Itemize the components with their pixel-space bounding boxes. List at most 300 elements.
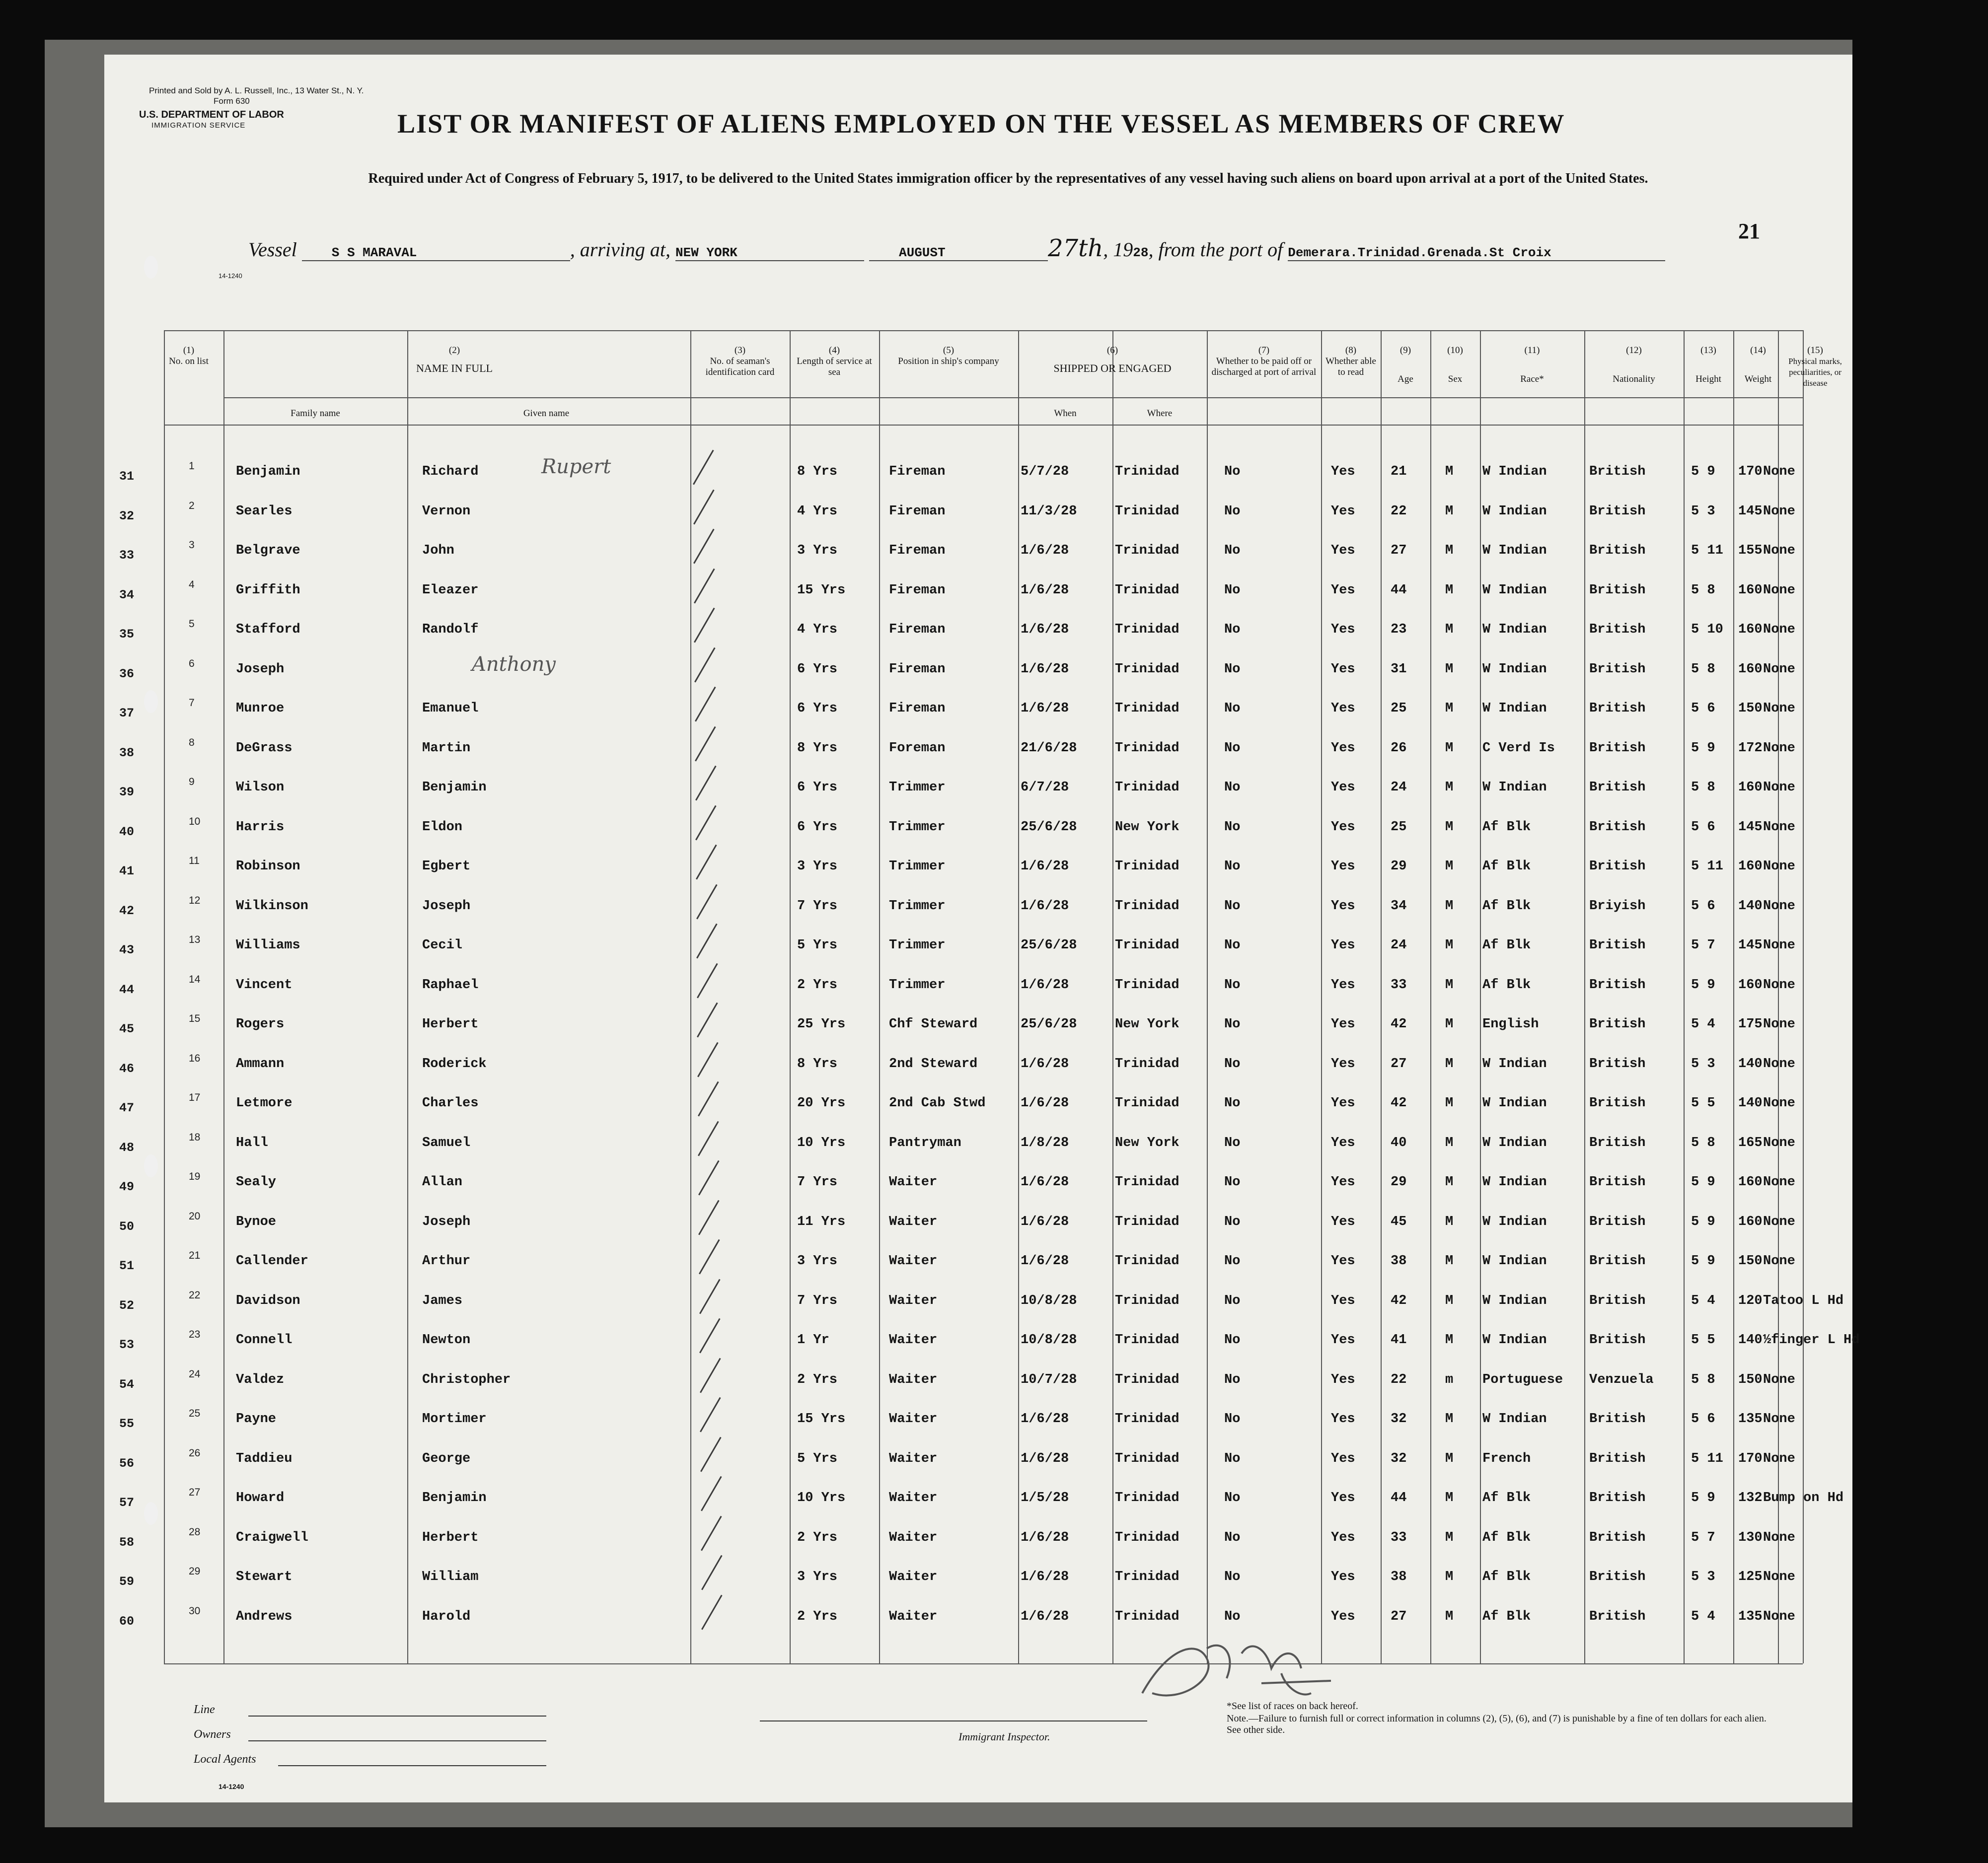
sex-cell: M <box>1445 741 1454 756</box>
form-number: Form 630 <box>214 96 250 106</box>
department: U.S. DEPARTMENT OF LABOR <box>139 109 284 120</box>
able-to-read-cell: Yes <box>1331 543 1355 558</box>
col-2-number: (2) <box>448 345 460 356</box>
from-port: Demerara.Trinidad.Grenada.St Croix <box>1288 245 1665 261</box>
col-8-label: Whether able to read <box>1325 356 1376 377</box>
race-cell: Af Blk <box>1482 938 1531 953</box>
col-12-label: Nationality <box>1613 374 1655 384</box>
service-length-cell: 7 Yrs <box>797 899 838 914</box>
height-cell: 5 9 <box>1691 1175 1715 1190</box>
shipped-where-cell: Trinidad <box>1115 780 1179 795</box>
nationality-cell: British <box>1589 1136 1646 1150</box>
id-card-checkmark <box>693 529 715 564</box>
id-card-checkmark <box>694 647 716 683</box>
physical-marks-cell: None <box>1763 899 1795 914</box>
sex-cell: M <box>1445 780 1454 795</box>
given-name-cell: Benjamin <box>422 1491 487 1505</box>
physical-marks-cell: None <box>1763 543 1795 558</box>
binder-hole <box>144 256 158 279</box>
sex-cell: M <box>1445 1215 1454 1229</box>
paid-off-cell: No <box>1224 1136 1241 1150</box>
age-cell: 42 <box>1391 1293 1407 1308</box>
weight-cell: 160 <box>1738 978 1763 993</box>
penalty-note: Note.—Failure to furnish full or correct information in columns (2), (5), (6), and (7) is punishable by a fine of ten dollars for each alien. See other side. <box>1227 1713 1767 1735</box>
shipped-where-cell: Trinidad <box>1115 1175 1179 1190</box>
sex-cell: M <box>1445 1136 1454 1150</box>
shipped-when-cell: 1/6/28 <box>1021 859 1069 874</box>
race-cell: Portuguese <box>1482 1372 1563 1387</box>
nationality-cell: British <box>1589 504 1646 519</box>
shipped-when-cell: 11/3/28 <box>1021 504 1077 519</box>
position-cell: Fireman <box>889 662 946 677</box>
shipped-when-cell: 1/6/28 <box>1021 1057 1069 1072</box>
age-cell: 21 <box>1391 464 1407 479</box>
paid-off-cell: No <box>1224 1333 1241 1348</box>
col-1-header <box>164 345 214 367</box>
list-number: 3 <box>189 539 195 551</box>
list-number: 6 <box>189 658 195 669</box>
service-length-cell: 2 Yrs <box>797 1372 838 1387</box>
height-cell: 5 8 <box>1691 1372 1715 1387</box>
physical-marks-cell: None <box>1763 1096 1795 1111</box>
col-15-header <box>1778 345 1852 389</box>
col-4-header <box>790 345 879 378</box>
position-cell: Waiter <box>889 1530 938 1545</box>
line-number: 48 <box>119 1141 135 1155</box>
column-line <box>1480 330 1481 1663</box>
list-number: 27 <box>189 1487 201 1498</box>
height-cell: 5 8 <box>1691 662 1715 677</box>
given-name-cell: Samuel <box>422 1136 471 1150</box>
age-cell: 22 <box>1391 1372 1407 1387</box>
service-length-cell: 20 Yrs <box>797 1096 846 1111</box>
height-cell: 5 11 <box>1691 859 1723 874</box>
nationality-cell: British <box>1589 1530 1646 1545</box>
list-number: 17 <box>189 1092 201 1103</box>
id-card-checkmark <box>700 1437 722 1472</box>
age-cell: 42 <box>1391 1017 1407 1032</box>
page-number: 21 <box>1738 219 1760 243</box>
physical-marks-cell: Bump on Hd <box>1763 1491 1844 1505</box>
line-number: 57 <box>119 1496 135 1510</box>
weight-cell: 120 <box>1738 1293 1763 1308</box>
col-4-number: (4) <box>828 345 840 356</box>
service-length-cell: 2 Yrs <box>797 1609 838 1624</box>
shipped-when-cell: 1/5/28 <box>1021 1491 1069 1505</box>
able-to-read-cell: Yes <box>1331 622 1355 637</box>
able-to-read-cell: Yes <box>1331 1175 1355 1190</box>
given-name-cell: Mortimer <box>422 1412 487 1427</box>
family-name-cell: Craigwell <box>236 1530 308 1545</box>
list-number: 1 <box>189 460 195 472</box>
paid-off-cell: No <box>1224 504 1241 519</box>
col-2-header <box>223 345 685 374</box>
given-name-cell: Martin <box>422 741 471 756</box>
race-cell: W Indian <box>1482 662 1547 677</box>
service-length-cell: 11 Yrs <box>797 1215 846 1229</box>
weight-cell: 132 <box>1738 1491 1763 1505</box>
able-to-read-cell: Yes <box>1331 583 1355 598</box>
physical-marks-cell: None <box>1763 859 1795 874</box>
sex-cell: M <box>1445 543 1454 558</box>
age-cell: 22 <box>1391 504 1407 519</box>
shipped-when-cell: 10/8/28 <box>1021 1293 1077 1308</box>
sex-cell: M <box>1445 1570 1454 1584</box>
line-number: 55 <box>119 1417 135 1431</box>
able-to-read-cell: Yes <box>1331 1570 1355 1584</box>
shipped-where-cell: Trinidad <box>1115 978 1179 993</box>
line-number: 59 <box>119 1575 135 1589</box>
family-name-cell: Taddieu <box>236 1451 293 1466</box>
race-cell: W Indian <box>1482 1254 1547 1269</box>
service-length-cell: 3 Yrs <box>797 543 838 558</box>
inspector-label: Immigrant Inspector. <box>958 1730 1050 1743</box>
sex-cell: M <box>1445 1451 1454 1466</box>
column-line <box>223 330 224 1663</box>
shipped-when-cell: 1/6/28 <box>1021 701 1069 716</box>
shipped-where-cell: Trinidad <box>1115 1609 1179 1624</box>
line-number: 58 <box>119 1535 135 1550</box>
physical-marks-cell: None <box>1763 978 1795 993</box>
col-6-header <box>1018 345 1207 374</box>
id-card-checkmark <box>694 608 715 643</box>
race-cell: W Indian <box>1482 1215 1547 1229</box>
physical-marks-cell: None <box>1763 1609 1795 1624</box>
col-10-header <box>1430 345 1480 385</box>
physical-marks-cell: None <box>1763 1254 1795 1269</box>
age-cell: 32 <box>1391 1451 1407 1466</box>
col-13-header <box>1684 345 1733 385</box>
paid-off-cell: No <box>1224 820 1241 835</box>
col-2-label: NAME IN FULL <box>416 362 493 374</box>
race-cell: W Indian <box>1482 1096 1547 1111</box>
footer-form-code: 14-1240 <box>219 1783 244 1791</box>
service-length-cell: 2 Yrs <box>797 978 838 993</box>
position-cell: Trimmer <box>889 938 946 953</box>
from-label: , from the port of <box>1148 238 1283 261</box>
height-cell: 5 11 <box>1691 1451 1723 1466</box>
line-number: 38 <box>119 746 135 760</box>
service-length-cell: 6 Yrs <box>797 662 838 677</box>
sex-cell: M <box>1445 504 1454 519</box>
list-number: 11 <box>189 855 200 866</box>
list-number: 25 <box>189 1408 201 1419</box>
family-name-cell: DeGrass <box>236 741 293 756</box>
service-length-cell: 7 Yrs <box>797 1293 838 1308</box>
shipped-when-cell: 1/6/28 <box>1021 1096 1069 1111</box>
printer-line: Printed and Sold by A. L. Russell, Inc., 13 Water St., N. Y. <box>149 86 364 95</box>
shipped-where-cell: Trinidad <box>1115 701 1179 716</box>
paid-off-cell: No <box>1224 1175 1241 1190</box>
id-card-checkmark <box>698 1160 720 1196</box>
weight-cell: 135 <box>1738 1412 1763 1427</box>
shipped-where-cell: Trinidad <box>1115 1412 1179 1427</box>
shipped-when-cell: 1/6/28 <box>1021 1570 1069 1584</box>
shipped-where-cell: Trinidad <box>1115 1096 1179 1111</box>
agents-underline <box>278 1765 546 1766</box>
sex-cell: M <box>1445 1017 1454 1032</box>
id-card-checkmark <box>693 450 714 485</box>
list-number: 7 <box>189 697 195 709</box>
height-cell: 5 7 <box>1691 938 1715 953</box>
shipped-where-cell: Trinidad <box>1115 1333 1179 1348</box>
nationality-cell: Briyish <box>1589 899 1646 914</box>
col-14-number: (14) <box>1750 345 1766 356</box>
given-name-header: Given name <box>523 408 570 419</box>
shipped-when-cell: 1/6/28 <box>1021 543 1069 558</box>
age-cell: 42 <box>1391 1096 1407 1111</box>
sex-cell: M <box>1445 1491 1454 1505</box>
height-cell: 5 10 <box>1691 622 1723 637</box>
id-card-checkmark <box>697 1042 719 1077</box>
service-length-cell: 8 Yrs <box>797 741 838 756</box>
service-length-cell: 6 Yrs <box>797 780 838 795</box>
sex-cell: M <box>1445 662 1454 677</box>
age-cell: 45 <box>1391 1215 1407 1229</box>
position-cell: Waiter <box>889 1609 938 1624</box>
col-1-number: (1) <box>183 345 195 356</box>
nationality-cell: British <box>1589 1215 1646 1229</box>
height-cell: 5 8 <box>1691 583 1715 598</box>
header-divider <box>223 397 1803 398</box>
nationality-cell: British <box>1589 1057 1646 1072</box>
service-length-cell: 10 Yrs <box>797 1491 846 1505</box>
family-name-cell: Howard <box>236 1491 285 1505</box>
sex-cell: M <box>1445 701 1454 716</box>
sex-cell: M <box>1445 1096 1454 1111</box>
family-name-cell: Joseph <box>236 662 285 677</box>
given-name-cell: John <box>422 543 454 558</box>
vessel-label: Vessel <box>248 238 297 261</box>
sex-cell: M <box>1445 464 1454 479</box>
age-cell: 25 <box>1391 701 1407 716</box>
physical-marks-cell: None <box>1763 938 1795 953</box>
paid-off-cell: No <box>1224 622 1241 637</box>
line-number: 50 <box>119 1219 135 1234</box>
family-name-cell: Vincent <box>236 978 293 993</box>
family-name-cell: Wilson <box>236 780 285 795</box>
column-line <box>1733 330 1734 1663</box>
vessel-line <box>248 234 1665 262</box>
handwritten-given-name: Anthony <box>472 653 556 676</box>
nationality-cell: British <box>1589 1491 1646 1505</box>
id-card-checkmark <box>695 805 717 841</box>
able-to-read-cell: Yes <box>1331 1215 1355 1229</box>
owners-underline <box>248 1740 546 1741</box>
age-cell: 41 <box>1391 1333 1407 1348</box>
sex-cell: M <box>1445 1609 1454 1624</box>
year-prefix: , 19 <box>1103 238 1133 261</box>
line-number: 39 <box>119 785 135 799</box>
weight-cell: 130 <box>1738 1530 1763 1545</box>
column-line <box>690 330 691 1663</box>
nationality-cell: British <box>1589 701 1646 716</box>
list-number: 18 <box>189 1132 201 1143</box>
shipped-when-cell: 1/6/28 <box>1021 1254 1069 1269</box>
weight-cell: 140 <box>1738 899 1763 914</box>
weight-cell: 160 <box>1738 583 1763 598</box>
able-to-read-cell: Yes <box>1331 1609 1355 1624</box>
given-name-cell: Joseph <box>422 899 471 914</box>
family-name-cell: Belgrave <box>236 543 300 558</box>
weight-cell: 160 <box>1738 622 1763 637</box>
weight-cell: 145 <box>1738 938 1763 953</box>
nationality-cell: British <box>1589 1017 1646 1032</box>
age-cell: 26 <box>1391 741 1407 756</box>
position-cell: Trimmer <box>889 820 946 835</box>
weight-cell: 165 <box>1738 1136 1763 1150</box>
physical-marks-cell: None <box>1763 1057 1795 1072</box>
id-card-checkmark <box>695 687 716 722</box>
line-number: 46 <box>119 1062 135 1076</box>
able-to-read-cell: Yes <box>1331 504 1355 519</box>
shipped-when-cell: 1/6/28 <box>1021 1215 1069 1229</box>
service-length-cell: 6 Yrs <box>797 701 838 716</box>
family-name-cell: Robinson <box>236 859 300 874</box>
service-length-cell: 6 Yrs <box>797 820 838 835</box>
paid-off-cell: No <box>1224 1293 1241 1308</box>
family-name-cell: Harris <box>236 820 285 835</box>
paid-off-cell: No <box>1224 701 1241 716</box>
shipped-where-cell: New York <box>1115 1136 1179 1150</box>
binder-hole <box>144 1502 158 1525</box>
list-number: 24 <box>189 1368 201 1380</box>
paid-off-cell: No <box>1224 1609 1241 1624</box>
line-number: 45 <box>119 1022 135 1036</box>
sex-cell: M <box>1445 1057 1454 1072</box>
able-to-read-cell: Yes <box>1331 1451 1355 1466</box>
nationality-cell: British <box>1589 859 1646 874</box>
where-header: Where <box>1147 408 1173 419</box>
shipped-when-cell: 1/6/28 <box>1021 1609 1069 1624</box>
race-cell: W Indian <box>1482 1057 1547 1072</box>
manifest-page <box>104 55 1860 1802</box>
header-bottom-border <box>164 425 1803 426</box>
position-cell: Trimmer <box>889 859 946 874</box>
arrival-day: 27th <box>1048 234 1104 262</box>
weight-cell: 140 <box>1738 1057 1763 1072</box>
weight-cell: 135 <box>1738 1609 1763 1624</box>
paid-off-cell: No <box>1224 1017 1241 1032</box>
list-number: 13 <box>189 934 201 945</box>
weight-cell: 160 <box>1738 1215 1763 1229</box>
shipped-where-cell: Trinidad <box>1115 1293 1179 1308</box>
col-11-label: Race* <box>1520 374 1544 384</box>
given-name-cell: Raphael <box>422 978 479 993</box>
age-cell: 31 <box>1391 662 1407 677</box>
age-cell: 32 <box>1391 1412 1407 1427</box>
paid-off-cell: No <box>1224 543 1241 558</box>
shipped-when-cell: 10/8/28 <box>1021 1333 1077 1348</box>
race-cell: Af Blk <box>1482 1530 1531 1545</box>
id-card-checkmark <box>698 1121 719 1156</box>
service-length-cell: 4 Yrs <box>797 504 838 519</box>
race-cell: W Indian <box>1482 583 1547 598</box>
race-cell: W Indian <box>1482 1333 1547 1348</box>
family-name-cell: Bynoe <box>236 1215 277 1229</box>
arrival-year: 28 <box>1133 245 1149 260</box>
weight-cell: 160 <box>1738 859 1763 874</box>
column-line <box>1430 330 1431 1663</box>
id-card-checkmark <box>694 569 715 604</box>
nationality-cell: British <box>1589 1609 1646 1624</box>
height-cell: 5 9 <box>1691 1254 1715 1269</box>
weight-cell: 155 <box>1738 543 1763 558</box>
weight-cell: 172 <box>1738 741 1763 756</box>
service-length-cell: 15 Yrs <box>797 583 846 598</box>
given-name-cell: Christopher <box>422 1372 511 1387</box>
col-12-number: (12) <box>1626 345 1642 356</box>
height-cell: 5 6 <box>1691 820 1715 835</box>
race-cell: Af Blk <box>1482 1609 1531 1624</box>
shipped-where-cell: Trinidad <box>1115 464 1179 479</box>
col-13-number: (13) <box>1700 345 1716 356</box>
line-number: 44 <box>119 983 135 997</box>
id-card-checkmark <box>700 1397 721 1433</box>
list-number: 2 <box>189 500 195 511</box>
arriving-label: , arriving at, <box>570 238 670 261</box>
col-14-label: Weight <box>1744 374 1772 384</box>
nationality-cell: British <box>1589 662 1646 677</box>
shipped-where-cell: New York <box>1115 820 1179 835</box>
line-number: 54 <box>119 1377 135 1392</box>
col-11-header <box>1480 345 1584 385</box>
weight-cell: 140 <box>1738 1096 1763 1111</box>
form-code-top: 14-1240 <box>219 272 242 280</box>
nationality-cell: British <box>1589 464 1646 479</box>
paid-off-cell: No <box>1224 978 1241 993</box>
column-line <box>1584 330 1585 1663</box>
age-cell: 27 <box>1391 543 1407 558</box>
race-cell: W Indian <box>1482 780 1547 795</box>
age-cell: 27 <box>1391 1609 1407 1624</box>
race-cell: W Indian <box>1482 622 1547 637</box>
physical-marks-cell: None <box>1763 1530 1795 1545</box>
family-name-cell: Hall <box>236 1136 268 1150</box>
column-line <box>1803 330 1804 1663</box>
table-bottom-border <box>164 1663 1803 1664</box>
paid-off-cell: No <box>1224 938 1241 953</box>
id-card-checkmark <box>697 963 718 999</box>
sex-cell: M <box>1445 938 1454 953</box>
physical-marks-cell: None <box>1763 780 1795 795</box>
shipped-when-cell: 1/6/28 <box>1021 1530 1069 1545</box>
able-to-read-cell: Yes <box>1331 1254 1355 1269</box>
given-name-cell: William <box>422 1570 479 1584</box>
height-cell: 5 11 <box>1691 543 1723 558</box>
position-cell: Fireman <box>889 701 946 716</box>
position-cell: 2nd Cab Stwd <box>889 1096 986 1111</box>
paid-off-cell: No <box>1224 1372 1241 1387</box>
able-to-read-cell: Yes <box>1331 820 1355 835</box>
shipped-when-cell: 1/6/28 <box>1021 899 1069 914</box>
line-number: 53 <box>119 1338 135 1352</box>
col-1-label: No. on list <box>169 356 209 366</box>
position-cell: Waiter <box>889 1451 938 1466</box>
line-number: 52 <box>119 1298 135 1313</box>
id-card-checkmark <box>699 1318 721 1354</box>
service-length-cell: 4 Yrs <box>797 622 838 637</box>
physical-marks-cell: None <box>1763 1412 1795 1427</box>
column-line <box>1321 330 1322 1663</box>
sex-cell: M <box>1445 1254 1454 1269</box>
able-to-read-cell: Yes <box>1331 464 1355 479</box>
col-5-number: (5) <box>943 345 955 356</box>
list-number: 23 <box>189 1329 201 1340</box>
line-number: 43 <box>119 943 135 957</box>
list-number: 5 <box>189 618 195 630</box>
family-name-cell: Valdez <box>236 1372 285 1387</box>
